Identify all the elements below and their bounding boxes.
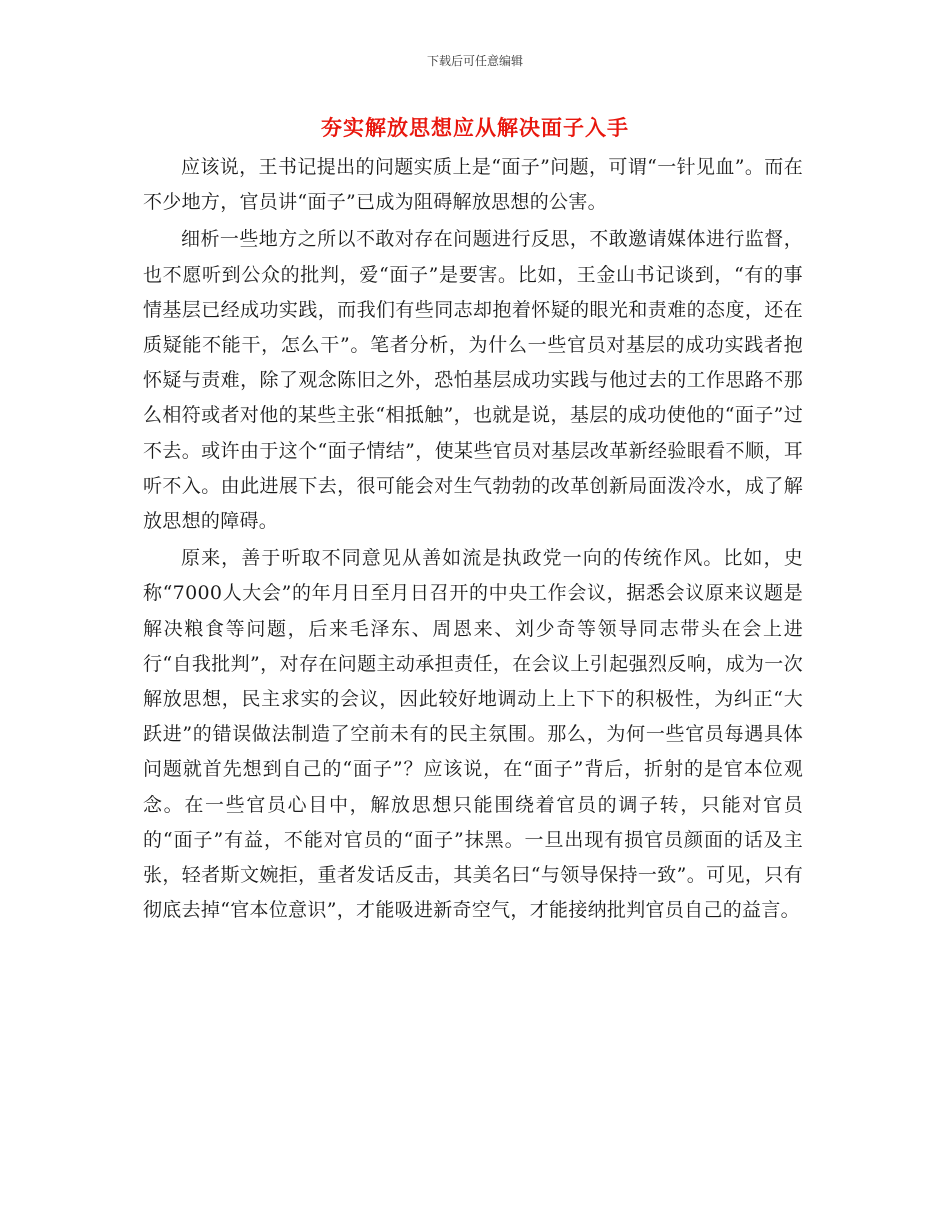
- page-header: 下载后可任意编辑: [426, 54, 523, 68]
- document-title: 夯实解放思想应从解决面子入手: [321, 116, 629, 140]
- paragraph-2: 细析一些地方之所以不敢对存在问题进行反思，不敢邀请媒体进行监督，也不愿听到公众的批判，爱“面子”是要害。比如，王金山书记谈到，“有的事情基层已经成功实践，而我们有些同志却抱着怀疑的眼光和责难的态度，还在质疑能不能干，怎么干”。笔者分析，为什么一些官员对基层的成功实践者抱怀疑与责难，除了观念陈旧之外，恐怕基层成功实践与他过去的工作思路不那么相符或者对他的某些主张“相抵触”，也就是说，基层的成功使他的“面子”过不去。或许由于这个“面子情结”，使某些官员对基层改革新经验眼看不顺，耳听不入。由此进展下去，很可能会对生气勃勃的改革创新局面泼冷水，成了解放思想的障碍。: [143, 228, 803, 533]
- paragraph-1: 应该说，王书记提出的问题实质上是“面子”问题，可谓“一针见血”。而在不少地方，官员讲“面子”已成为阻碍解放思想的公害。: [143, 156, 803, 214]
- paragraph-3: 原来，善于听取不同意见从善如流是执政党一向的传统作风。比如，史称“7000人大会”的年月日至月日召开的中央工作会议，据悉会议原来议题是解决粮食等问题，后来毛泽东、周恩来、刘少奇等领导同志带头在会上进行“自我批判”，对存在问题主动承担责任，在会议上引起强烈反响，成为一次解放思想，民主求实的会议，因此较好地调动上上下下的积极性，为纠正“大跃进”的错误做法制造了空前未有的民主氛围。那么，为何一些官员每遇具体问题就首先想到自己的“面子”？应该说，在“面子”背后，折射的是官本位观念。在一些官员心目中，解放思想只能围绕着官员的调子转，只能对官员的“面子”有益，不能对官员的“面子”抹黑。一旦出现有损官员颜面的话及主张，轻者斯文婉拒，重者发话反击，其美名曰“与领导保持一致”。可见，只有彻底去掉“官本位意识”，才能吸进新奇空气，才能接纳批判官员自己的益言。: [143, 547, 803, 922]
- article-body: [143, 150, 803, 930]
